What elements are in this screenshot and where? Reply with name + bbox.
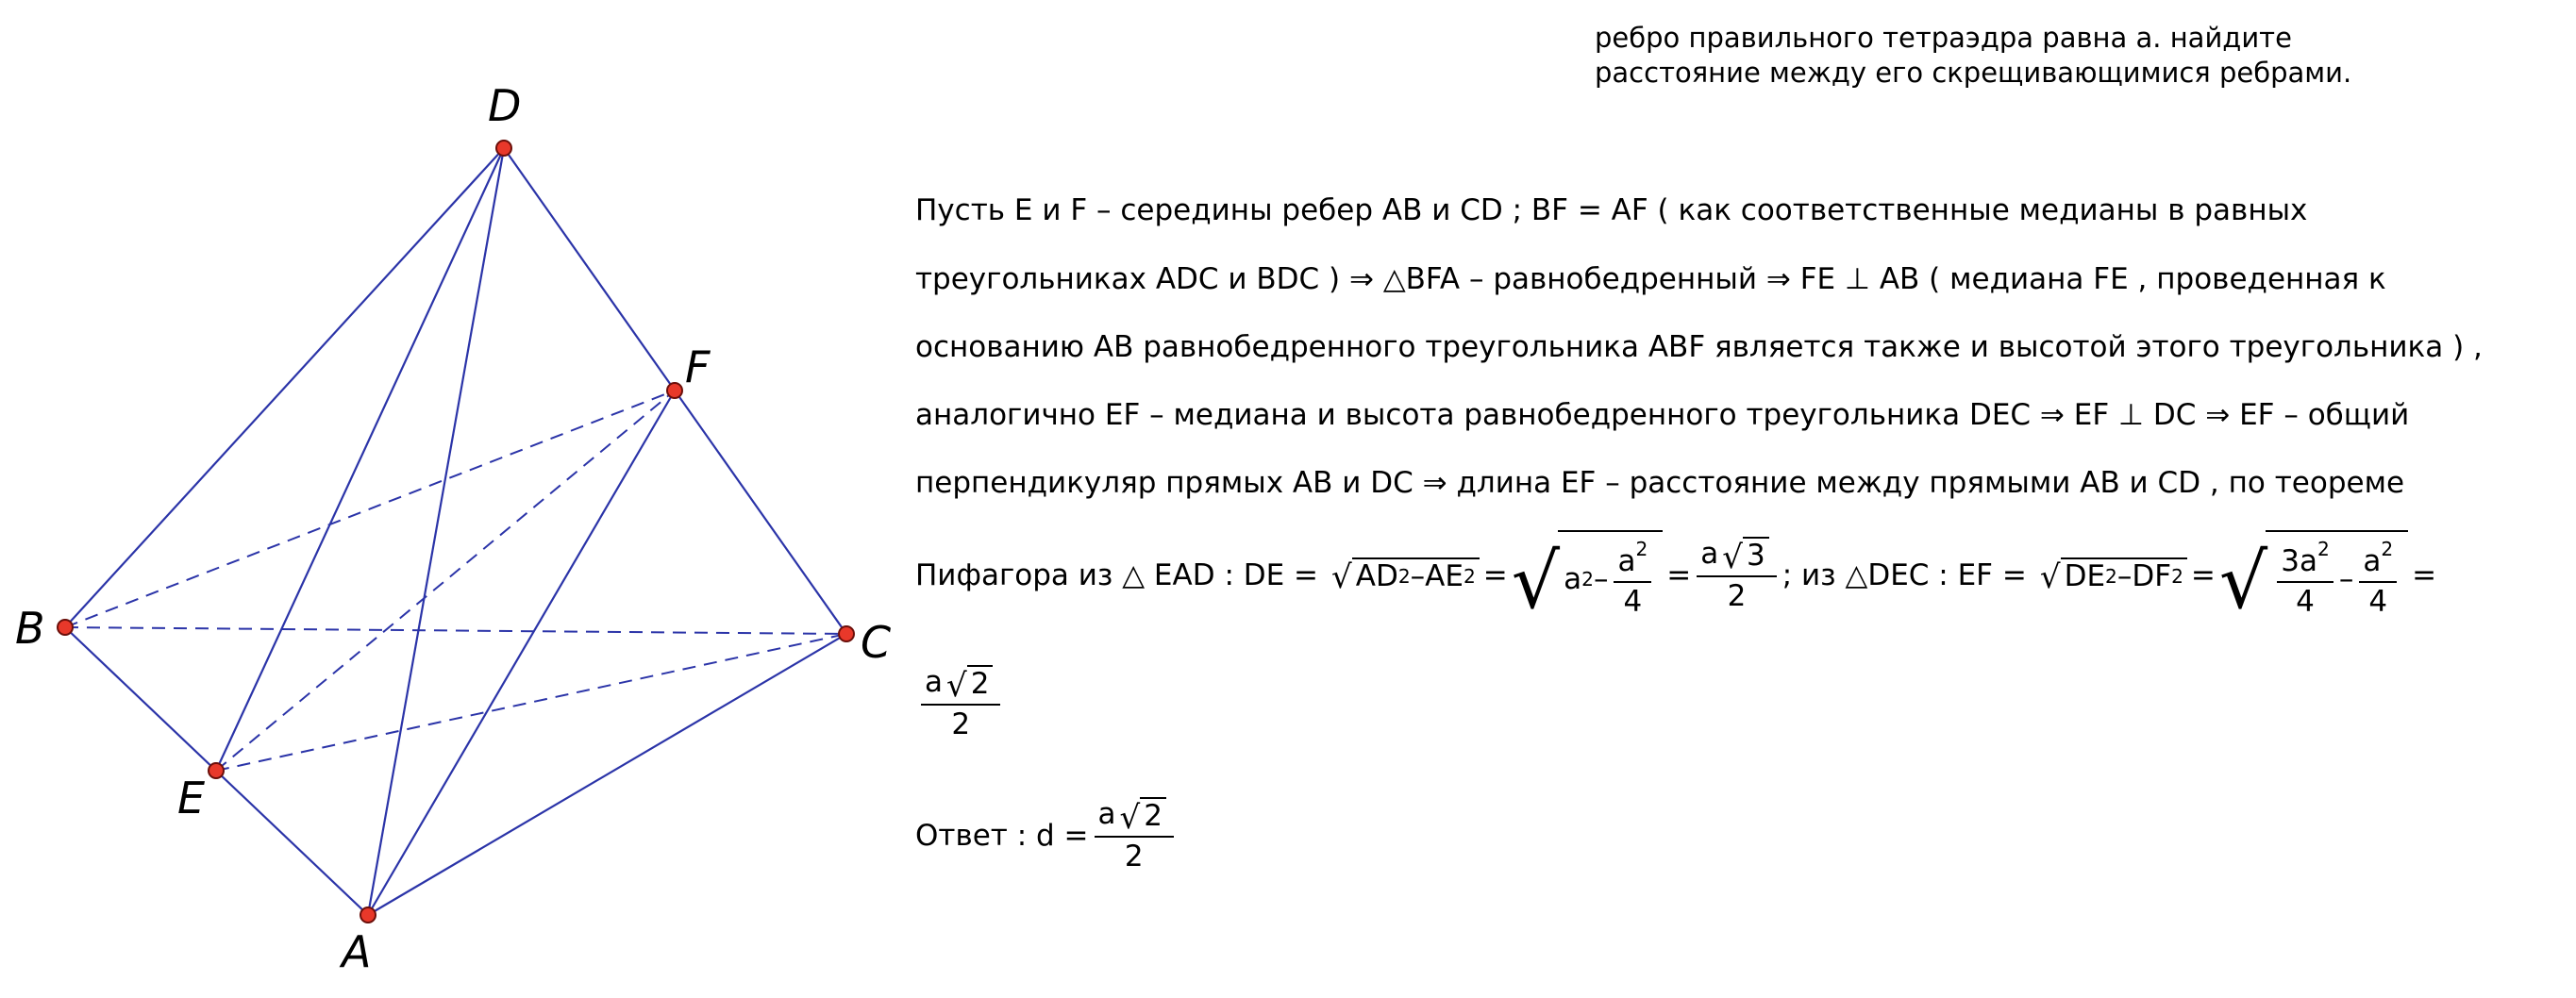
point-A xyxy=(360,907,376,923)
equals-2: = xyxy=(1666,557,1692,592)
point-C xyxy=(839,626,854,641)
equals-1: = xyxy=(1482,557,1508,592)
segment-BF-hidden xyxy=(65,391,675,627)
dec-clause: ; из △DEC : EF = xyxy=(1781,557,2027,592)
solution-line-1: Пусть E и F – середины ребер AB и CD ; BF = AF ( как соответственные медианы в равных xyxy=(915,193,2308,227)
segment-EF-hidden xyxy=(216,391,675,771)
sqrt-ef: √ DE 2 –DF 2 xyxy=(2040,557,2187,593)
segment-DE xyxy=(216,148,504,771)
answer-line xyxy=(915,797,1179,874)
segment-EC-hidden xyxy=(216,634,846,771)
sqrt-3a2-4-minus-a2-4: √ $\frac{3a^2}{4}$ – $\frac{a^2}{4}$ xyxy=(2219,530,2408,620)
sqrt-a2-minus-a2-4: √ a 2 – $\frac{a^2}{4}$ xyxy=(1512,530,1664,620)
equals-3: = xyxy=(2190,557,2216,592)
point-F xyxy=(667,383,682,398)
fraction-3a2-over-4: $\frac{3a^2}{4}$ xyxy=(2277,538,2333,620)
solution-line-4: аналогично EF – медиана и высота равнобедренного треугольника DEC ⇒ EF ⊥ DC ⇒ EF – общий xyxy=(915,398,2410,432)
label-B: B xyxy=(15,603,45,654)
task-line-1: ребро правильного тетраэдра равна а. найдите xyxy=(1595,22,2292,54)
edge-BD xyxy=(65,148,504,627)
edge-AC xyxy=(368,634,846,915)
fraction-a2-over-4-b: $\frac{a^2}{4}$ xyxy=(2359,538,2397,620)
answer-fraction: a √ 2 2 xyxy=(1095,797,1174,874)
label-E: E xyxy=(177,773,206,823)
label-C: C xyxy=(861,617,892,668)
label-D: D xyxy=(488,80,522,131)
fraction-a-sqrt3-over-2: a √ 3 2 xyxy=(1697,537,1776,614)
point-B xyxy=(58,620,73,635)
answer-label: Ответ : d = xyxy=(915,819,1089,854)
fraction-a-sqrt2-over-2: a √ 2 2 xyxy=(921,665,1000,742)
fraction-a2-over-4: $\frac{a^2}{4}$ xyxy=(1614,538,1651,620)
task-statement xyxy=(1595,21,2351,91)
solution-line-2: треугольниках ADC и BDC ) ⇒ △BFA – равнобедренный ⇒ FE ⊥ AB ( медиана FE , проведенная к xyxy=(915,262,2386,296)
label-A: A xyxy=(342,926,372,977)
sqrt-de: √ AD 2 –AE 2 xyxy=(1331,557,1480,593)
solution-line-6-formulas xyxy=(915,530,2437,626)
pythagoras-prefix: Пифагора из △ EAD : DE = xyxy=(915,557,1319,592)
point-D xyxy=(496,141,511,156)
point-E xyxy=(209,763,224,778)
solution-line-5: перпендикуляр прямых AB и DC ⇒ длина EF – расстояние между прямыми AB и CD , по теореме xyxy=(915,466,2405,500)
solution-line-3: основанию AB равнобедренного треугольника ABF является также и высотой этого треугольника ) , xyxy=(915,330,2483,364)
equals-4: = xyxy=(2412,557,2437,592)
tetrahedron-diagram xyxy=(0,0,906,998)
edge-BC-hidden xyxy=(65,627,846,634)
solution-line-7-result xyxy=(915,665,1006,742)
label-F: F xyxy=(685,341,711,392)
task-line-2: расстояние между его скрещивающимися ребрами. xyxy=(1595,57,2352,89)
